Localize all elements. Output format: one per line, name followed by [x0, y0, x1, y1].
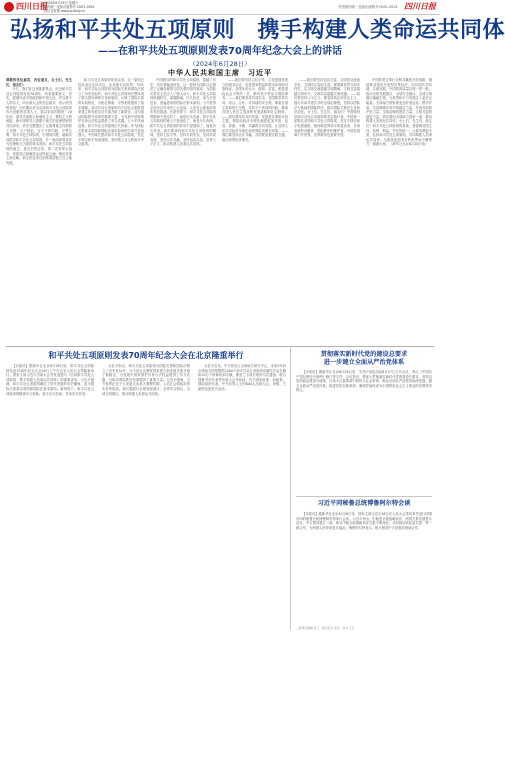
- article-paragraph: 今天，我们在这里隆重集会，纪念和平共处五项原则发表70周年，具有重要意义。首先，我谨代表中国政府和中国人民，并以我个人的名义，向出席大会的各位嘉宾，表示热烈的欢迎！向长期以来为弘扬和平共处五项原则作出贡献的各国人士，致以崇高的敬意！70年前，面对冷战阴云和殖民主义、霸权主义的威胁，新中国领导人着眼于新生的亚洲国家的共同诉求，首次完整提出了互相尊重主权和领土完整、互不侵犯、互不干涉内政、平等互利、和平共处五项原则。中国同印度、缅甸共同倡导和平共处五项原则，并一致同意将其作为处理相互关系的基本准则。和平共处五项原则的诞生，是历史的必然。第二次世界大战后，民族独立和解放运动风起云涌，殖民体系土崩瓦解，新生的亚非拉国家渴望独立自主地发展。: [6, 87, 72, 165]
- article-headline: 弘扬和平共处五项原则 携手构建人类命运共同体: [10, 18, 505, 43]
- news3-body: [296, 512, 432, 622]
- masthead-meta: [44, 1, 194, 13]
- news1-column-1: [6, 364, 94, 626]
- masthead-right-info: 中国国内统一连续出版物号CN51-0001: [338, 5, 398, 9]
- paper-name: 四川日报: [16, 1, 48, 11]
- article-date: （2024年6月28日）: [189, 60, 251, 68]
- news2-headline: 贯彻落实新时代党的建设总要求 进一步建立全面从严治党体系: [320, 351, 408, 366]
- news1-body: [6, 364, 286, 626]
- news1-paragraph: 【本报讯】据新华社北京6月28日电 和平共处五项原则发表70周年纪念大会28日上午在北京人民大会堂隆重举行。国家主席习近平出席大会并发表题为《弘扬和平共处五项原则 携手构建人类命运共同体》的重要讲话。习近平强调，和平共处五项原则顺应了时代发展的历史潮流，成为国际关系基本准则和国际法基本原则。新形势下，和平共处五项原则的精神历久弥新，意义历久弥深，作用历久弥坚。: [6, 364, 94, 396]
- news2-paragraph: 【本报讯】据新华社北京6月28日电 中共中央政治局6月27日召开会议，审议《中国共产党纪律处分条例》修订等文件。会议指出，要深入贯彻落实新时代党的建设总要求，坚持以党的政治建设为统领，以伟大自我革命引领伟大社会革命，推动全面从严治党向纵深发展，健全全面从严治党体系，推进党的自我革命，确保党始终成为中国特色社会主义事业的坚强领导核心。: [296, 370, 432, 393]
- masthead-website: 四川日报网 www.scdaily.cn: [44, 9, 85, 13]
- article-column-1: [6, 78, 72, 340]
- news1-paragraph: 习近平指出，和平共处五项原则为国际关系和国际法树立了历史性标杆，为不同社会制度国家建立和发展关系开辟了新路径，为发展中国家维护自身合法权益提供了有力武器，为推动国际秩序变革提供了重要力量。习近平强调，当今世界正处于大发展大变革大调整时期，人类社会面临前所未有的挑战。我们要践行全球发展倡议、全球安全倡议、全球文明倡议，推动构建人类命运共同体。: [102, 364, 190, 396]
- article-subtitle: ——在和平共处五项原则发表70周年纪念大会上的讲话: [98, 46, 342, 57]
- brand-logo-right: 四川日报: [404, 1, 436, 11]
- article-column-2: [78, 78, 144, 340]
- article-paragraph: 和平共处五项原则发表以来，这一原则已经从双边走向多边，从亚洲走向世界。70年来，和平共处五项原则为国际关系和国际法树立了历史性标杆。和平共处五项原则完整体现了联合国宪章的宗旨和原则，反映了国际关系的本质特征，为相互尊重、平等相待提供了基本遵循。和平共处五项原则为不同社会制度国家建立和发展友好关系开辟了新路径，成为推动国际秩序变革的重要力量，为发展中国家维护自身合法权益提供了有力武器。七十年风雨沧桑，和平共处五项原则历久弥新，作为国际关系基本准则和国际法基本原则的生命力更加强大。中国率先倡导和平共处五项原则，坚定不移走和平发展道路，坚持独立自主的和平外交政策。: [78, 78, 144, 147]
- news3-column: [296, 512, 432, 774]
- masthead-date: 2024年6月29日 星期六: [44, 1, 79, 5]
- article-body: [6, 78, 434, 340]
- article-column-5: [294, 78, 360, 340]
- article-paragraph: ——我们要坚持主权平等。主权是国家独立的根本标志，也是国家利益的根本体现和可靠保证。各国无论大小、强弱、贫富，都是国际社会平等的一员，都有权平等参与国际事务。——我们要坚持共同安全。各国要坚持共同、综合、合作、可持续的安全观，尊重各国主权和领土完整，坚持不干涉别国内政，尊重各国人民自主选择的发展道路和社会制度。——我们要坚持共同发展。发展是各国的永恒主题，要推动经济全球化朝着更加开放、包容、普惠、平衡、共赢的方向发展，让各国人民共享经济全球化和世界经济增长成果。——我们要坚持合作共赢。各国要加强互联互通，推动世界经济增长。: [222, 78, 288, 142]
- article-author: 中华人民共和国主席 习近平: [168, 68, 272, 77]
- news3-paragraph: 【本报讯】据新华社北京6月28日电 国家主席习近平28日在人民大会堂同来华进行国事访问的秘鲁总统博鲁阿尔特举行会谈。习近平指出，中秘是全面战略伙伴，两国关系发展势头良好。中方愿同秘方一道，推动中秘全面战略伙伴关系不断深化，共同推动高质量共建一带一路合作，为两国人民带来更多福祉。博鲁阿尔特表示，秘方愿同中方加强各领域合作。: [296, 512, 432, 530]
- newspaper-logo-icon: [4, 2, 14, 12]
- page-footer: 二版责任编辑 张三 版式设计 李四 校对 王五: [296, 626, 355, 630]
- article-greeting: 尊敬的各位嘉宾，各位朋友，女士们，先生们，朋友们：: [6, 78, 72, 87]
- article-paragraph: 中国将坚定奉行互利共赢的开放战略，继续推动建设开放型世界经济，同各国共享机遇、共谋发展。中国将高质量共建一带一路，推动全球发展倡议、全球安全倡议、全球文明倡议落地生根，为世界和平与发展注入更多正能量。全球南方国家要更加开放包容、携手并肩，共同做维护和平的稳定力量、开放发展的中坚力量、全球治理的建设力量、文明互鉴的促进力量。我们要同全球南方国家一道，推动构建人类命运共同体。女士们、先生们、朋友们！和平共处五项原则的真谛，是强调各国主权、权利、利益、责任的统一。让我们携起手来，弘扬和平共处五项原则，共同构建人类命运共同体，为建设更加美好的世界而不懈努力！谢谢大家。（新华社北京6月28日电）: [366, 78, 432, 147]
- article-column-6: [366, 78, 432, 340]
- masthead-issn: 国内统一连续出版物号 CN51-0001: [44, 5, 95, 9]
- news-separator: [296, 496, 432, 497]
- news2-body: [296, 370, 432, 494]
- news1-headline: 和平共处五项原则发表70周年纪念大会在北京隆重举行: [48, 351, 244, 360]
- news1-column-2: [102, 364, 190, 626]
- article-column-3: [150, 78, 216, 340]
- section-divider: [6, 346, 434, 347]
- article-column-4: [222, 78, 288, 340]
- article-paragraph: ——我们要坚持包容互鉴。文明因交流而多彩，文明因互鉴而丰富。要尊重世界文明多样性，以文明交流超越文明隔阂、文明互鉴超越文明冲突、文明共存超越文明优越。——我们要坚持公平正义。要坚持真正的多边主义，践行共商共建共享的全球治理观，坚持以国际法为基础的国际秩序，推动国际关系民主化和法治化。女士们、先生们、朋友们！中国始终是和平共处五项原则的坚定践行者。中国将一如既往坚持和平共处五项原则，坚定不移走和平发展道路，始终做世界和平的建设者、全球发展的贡献者、国际秩序的维护者。中国发展离不开世界，世界繁荣也需要中国。: [294, 78, 360, 138]
- masthead: [0, 0, 440, 15]
- news3-headline: 习近平同秘鲁总统博鲁阿尔特会谈: [317, 500, 411, 507]
- news1-column-3: [198, 364, 286, 626]
- column-separator: [290, 348, 291, 630]
- article-paragraph: 中国倡导的和平共处五项原则，超越了历史，具有普遍适用性。这一原则为国际社会提供了正确处理国与国关系的指导原则，为国际关系民主化注入了强大动力。和平共处五项原则跨越时空，超越隔阂，历久弥坚，成为开放包容、普遍适用的国际法基本原则。当今世界正经历百年未有之大变局，人类社会面临前所未有的挑战。在新形势下，和平共处五项原则的精神不是过时了，而是历久弥新；和平共处五项原则的意义不是淡化了，而是历久弥深；和平共处五项原则的作用不是削弱了，而是历久弥坚。我们要秉持和平共处五项原则的精神，坚持主权平等，坚持共同安全，坚持共同发展，坚持合作共赢，坚持包容互鉴，坚持公平正义，推动构建人类命运共同体。: [150, 78, 216, 147]
- news1-paragraph: 习近平宣布，中方将设立全球南方研究中心，未来5年向全球南方国家提供1000个和平共处五项原则卓越奖学金名额和10万个研修培训名额。斯里兰卡前总统库马拉通加、联合国秘书长代表等出席大会并致辞。有关国家政要、前政要，国际组织代表，中外各界人士约600人出席大会。李强、王毅等参加有关活动。: [198, 364, 286, 391]
